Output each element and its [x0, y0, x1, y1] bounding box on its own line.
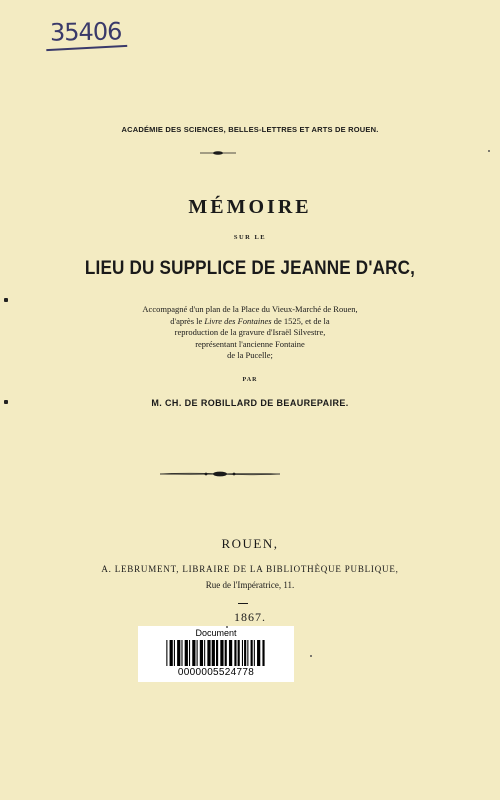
publication-year: 1867. [234, 610, 266, 624]
barcode-bar [262, 640, 264, 666]
paper-speck [226, 626, 228, 628]
description-line: reproduction de la gravure d'Israël Silvestre, [174, 327, 326, 337]
document-subtitle: LIEU DU SUPPLICE DE JEANNE D'ARC, [84, 258, 416, 279]
edge-mark [4, 400, 8, 404]
publication-city: ROUEN, [221, 536, 279, 551]
description-line: représentant l'ancienne Fontaine [195, 338, 305, 349]
barcode-sticker [138, 626, 294, 682]
barcode-bar [225, 640, 227, 666]
barcode-bar [207, 640, 210, 666]
barcode-bar [251, 640, 253, 666]
barcode-bar [197, 640, 198, 666]
barcode-bar [181, 640, 182, 666]
barcode-bar [177, 640, 180, 666]
academy-heading: ACADÉMIE DES SCIENCES, BELLES-LETTRES ET ARTS DE ROUEN. [121, 125, 379, 134]
barcode-bar [247, 640, 248, 666]
barcode-bar [204, 640, 205, 666]
barcode-bar [166, 640, 167, 666]
barcode-bar [234, 640, 236, 666]
barcode-label: Document [195, 628, 237, 638]
description-line: de la Pucelle; [227, 350, 273, 360]
barcode-bar [189, 640, 190, 666]
sur-le-connector: SUR LE [233, 234, 267, 241]
barcode-bar [242, 640, 243, 666]
barcode-bar [185, 640, 188, 666]
divider-dash [238, 603, 248, 604]
description-line: Accompagné d'un plan de la Place du Vieux-Marché de Rouen, [142, 304, 358, 314]
barcode-bar [216, 640, 218, 666]
paper-speck [310, 655, 312, 657]
author-name: M. CH. DE ROBILLARD DE BEAUREPAIRE. [151, 398, 349, 408]
barcode-number: 0000005524778 [177, 667, 255, 678]
large-ornament-divider [160, 469, 280, 479]
barcode-bar [244, 640, 246, 666]
par-connector: PAR [242, 377, 258, 383]
small-ornament-divider [200, 150, 236, 156]
publisher-address: Rue de l'Impératrice, 11. [205, 580, 295, 590]
barcode-bar [257, 640, 260, 666]
description-block [80, 304, 420, 362]
barcode-bar [192, 640, 195, 666]
barcode-bar [212, 640, 215, 666]
barcode-bar [229, 640, 232, 666]
barcode-bars [162, 640, 270, 666]
barcode-bar [174, 640, 175, 666]
handwritten-shelf-number: 35406 [49, 17, 122, 47]
barcode-bar [220, 640, 223, 666]
description-line: d'après le Livre des Fontaines de 1525, et de la [170, 315, 330, 326]
barcode-bar [238, 640, 240, 666]
document-title: MÉMOIRE [188, 196, 312, 218]
edge-mark [4, 298, 8, 302]
barcode-bar [254, 640, 255, 666]
barcode-bar [200, 640, 203, 666]
publisher-line: A. LEBRUMENT, LIBRAIRE DE LA BIBLIOTHÈQUE PUBLIQUE, [101, 564, 399, 574]
barcode-bar [170, 640, 173, 666]
paper-speck [488, 150, 490, 152]
